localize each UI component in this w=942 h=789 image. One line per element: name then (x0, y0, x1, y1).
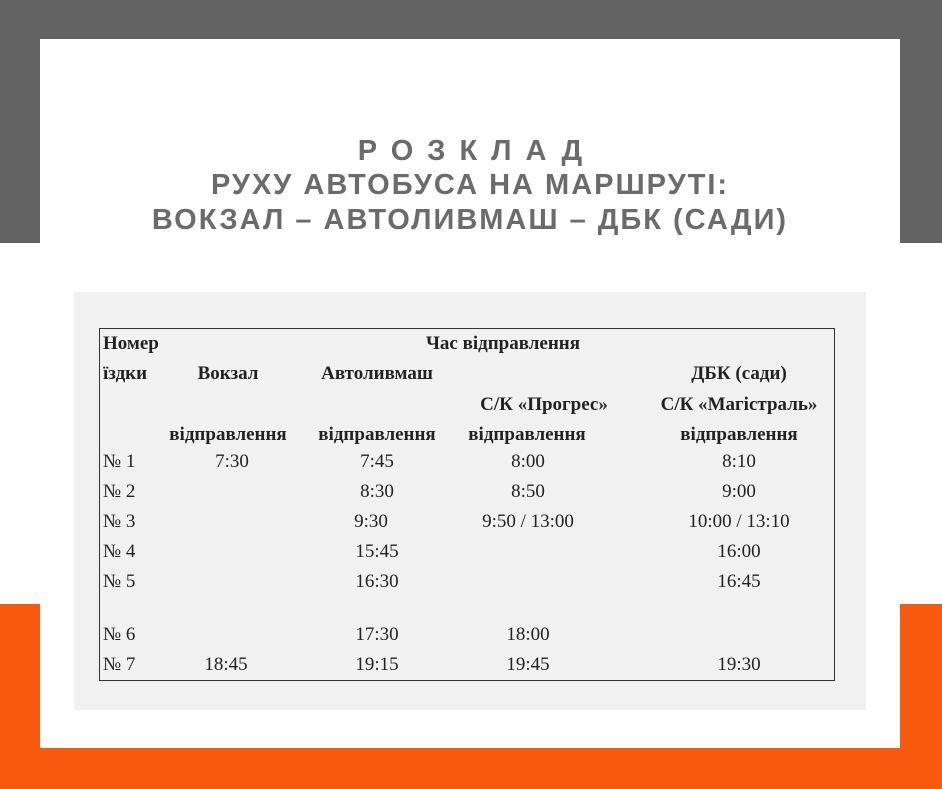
header-col-avtolyvmash: Автоливмаш (321, 363, 433, 384)
row-3-mahistral: 10:00 / 13:10 (688, 511, 790, 532)
row-3-progres: 9:50 / 13:00 (482, 511, 574, 532)
scanned-schedule-image (74, 292, 866, 710)
white-card (40, 39, 900, 748)
title-line-1: РОЗКЛАД (357, 135, 597, 167)
header-col-vokzal: Вокзал (197, 363, 259, 384)
header-stop-progres: С/К «Прогрес» (480, 394, 608, 415)
row-5-number: № 5 (103, 571, 136, 592)
row-7-progres: 19:45 (506, 654, 550, 675)
header-trip-number-line1: Номер (103, 333, 159, 354)
header-departure-vokzal: відправлення (169, 424, 287, 445)
row-5-mahistral: 16:45 (717, 571, 761, 592)
row-6-progres: 18:00 (506, 624, 550, 645)
row-7-mahistral: 19:30 (717, 654, 761, 675)
header-trip-number-line2: їздки (103, 363, 148, 384)
header-departure-time: Час відправлення (425, 333, 581, 354)
row-1-avtolyvmash: 7:45 (360, 451, 394, 472)
row-2-progres: 8:50 (511, 481, 545, 502)
row-4-mahistral: 16:00 (717, 541, 761, 562)
header-departure-avtolyvmash: відправлення (318, 424, 436, 445)
row-2-avtolyvmash: 8:30 (360, 481, 394, 502)
row-4-number: № 4 (103, 541, 136, 562)
schedule-title (40, 134, 900, 238)
header-col-dbk: ДБК (сади) (691, 363, 787, 384)
row-6-number: № 6 (103, 624, 136, 645)
header-stop-mahistral: С/К «Магістраль» (660, 394, 818, 415)
row-2-mahistral: 9:00 (722, 481, 756, 502)
schedule-table (99, 328, 835, 681)
row-3-avtolyvmash: 9:30 (354, 511, 388, 532)
row-1-progres: 8:00 (511, 451, 545, 472)
header-departure-mahistral: відправлення (680, 424, 798, 445)
row-1-vokzal: 7:30 (215, 451, 249, 472)
row-3-number: № 3 (103, 511, 136, 532)
row-1-number: № 1 (103, 451, 136, 472)
row-2-number: № 2 (103, 481, 136, 502)
row-5-avtolyvmash: 16:30 (355, 571, 399, 592)
row-7-avtolyvmash: 19:15 (355, 654, 399, 675)
title-line-3: ВОКЗАЛ – АВТОЛИВМАШ – ДБК (САДИ) (151, 204, 789, 236)
row-1-mahistral: 8:10 (722, 451, 756, 472)
row-4-avtolyvmash: 15:45 (355, 541, 399, 562)
header-departure-progres: відправлення (468, 424, 586, 445)
row-7-vokzal: 18:45 (204, 654, 248, 675)
title-line-2: РУХУ АВТОБУСА НА МАРШРУТІ: (210, 169, 730, 201)
row-6-avtolyvmash: 17:30 (355, 624, 399, 645)
row-7-number: № 7 (103, 654, 136, 675)
